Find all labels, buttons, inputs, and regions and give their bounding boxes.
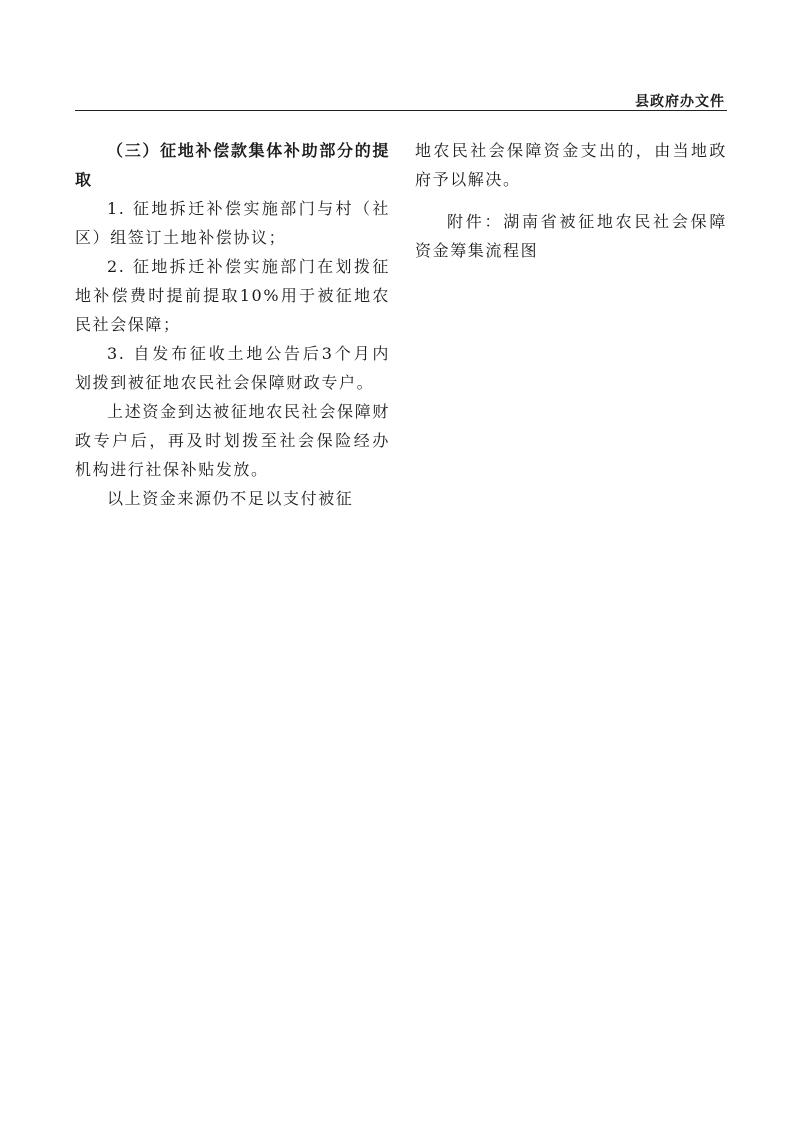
page-header xyxy=(75,88,727,111)
paragraph-continuation: 地农民社会保障资金支出的，由当地政府予以解决。 xyxy=(415,141,727,189)
paragraph: 1. 征地拆迁补偿实施部门与村（社区）组签订土地补偿协议； xyxy=(75,199,390,247)
paragraph: 3. 自发布征收土地公告后3个月内划拨到被征地农民社会保障财政专户。 xyxy=(75,344,390,392)
paragraph: 以上资金来源仍不足以支付被征 xyxy=(107,489,354,508)
paragraph: 上述资金到达被征地农民社会保障财政专户后，再及时划拨至社会保险经办机构进行社保补贴发放。 xyxy=(75,402,390,479)
right-column xyxy=(415,136,727,265)
left-column xyxy=(75,136,390,513)
section-heading: （三）征地补偿款集体补助部分的提取 xyxy=(75,141,390,189)
header-label: 县政府办文件 xyxy=(635,94,725,110)
attachment-note: 附件：湖南省被征地农民社会保障资金筹集流程图 xyxy=(415,212,727,260)
paragraph: 2. 征地拆迁补偿实施部门在划拨征地补偿费时提前提取10%用于被征地农民社会保障； xyxy=(75,257,390,334)
